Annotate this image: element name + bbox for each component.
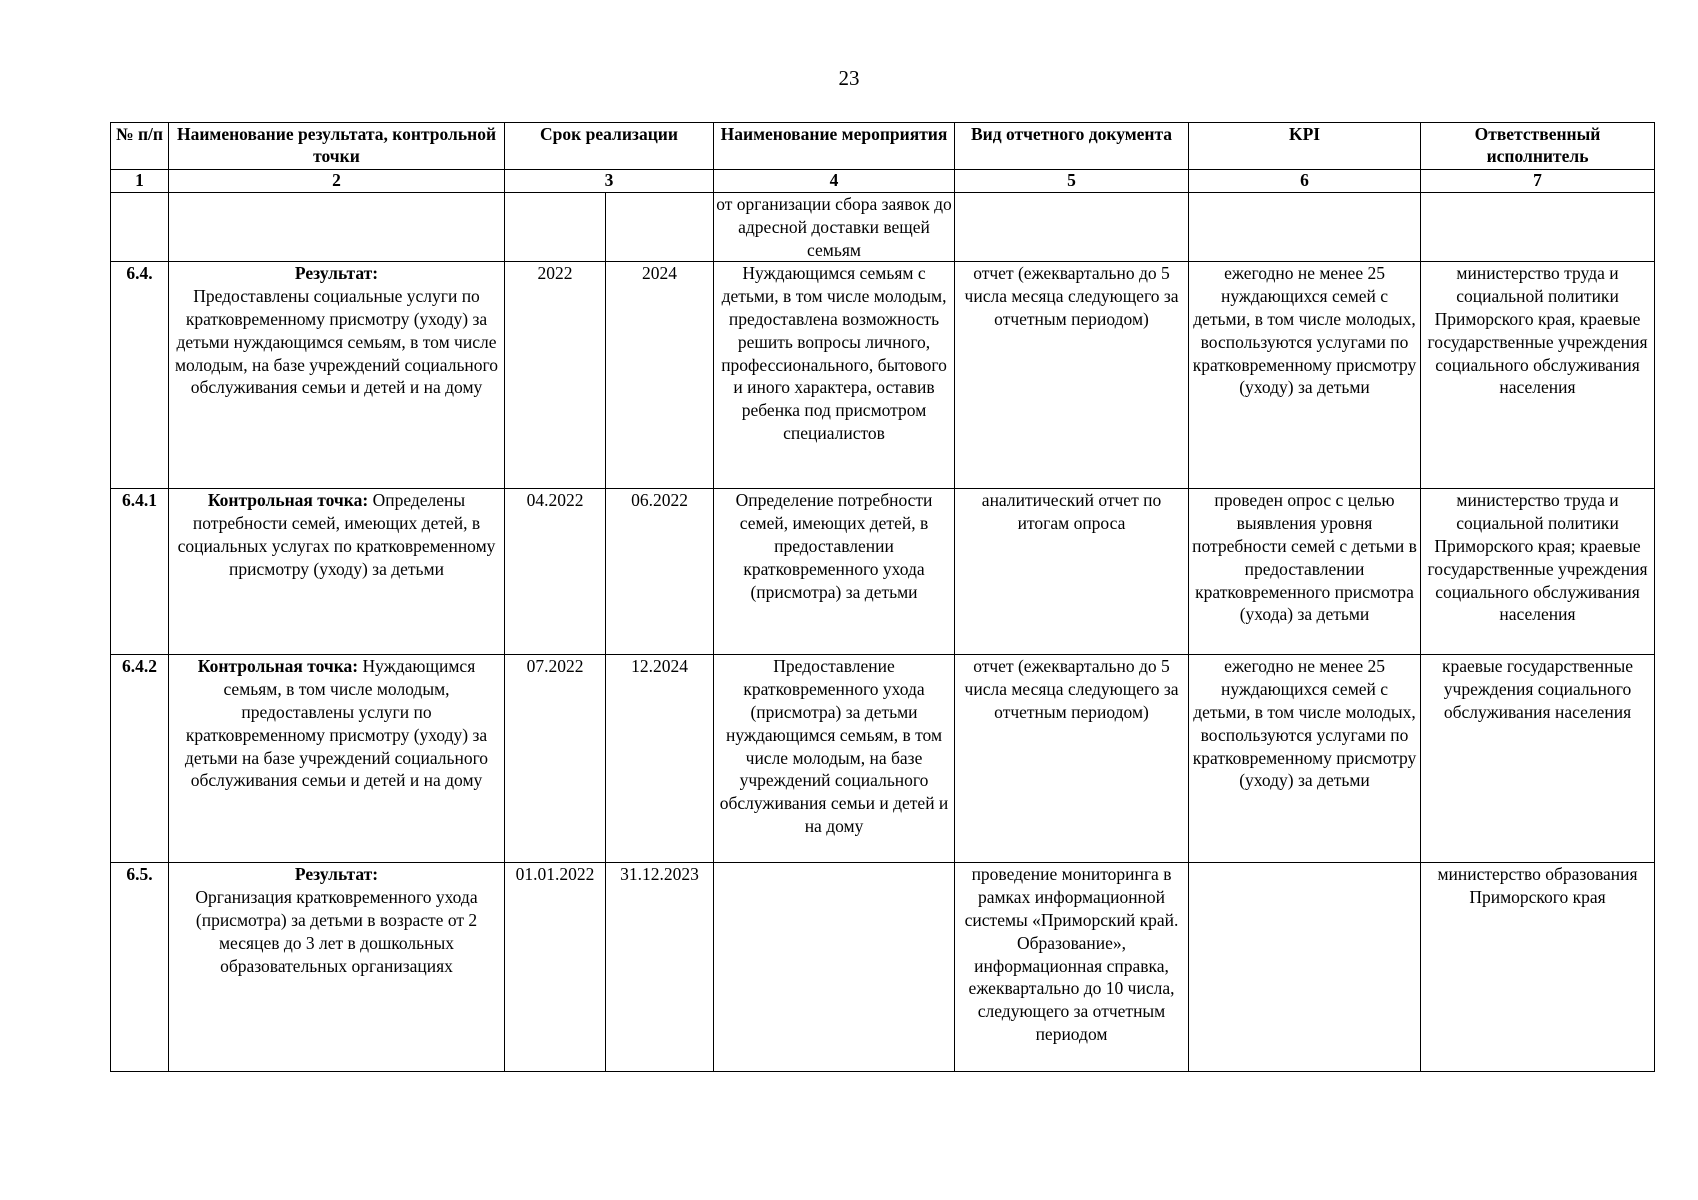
header-kpi: KPI (1189, 123, 1421, 170)
cell-doc: проведение мониторинга в рамках информационной системы «Приморский край. Образование», информационная справка, ежеквартально до 10 числа, следующего за отчетным периодом (955, 863, 1189, 1072)
header-name: Наименование результата, контрольной точки (169, 123, 505, 170)
cell-start: 01.01.2022 (505, 863, 606, 1072)
column-number: 4 (714, 170, 955, 193)
cell-name (169, 193, 505, 262)
cell-name-text: Организация кратковременного ухода (присмотра) за детьми в возрасте от 2 месяцев до 3 лет в дошкольных образовательных организациях (195, 887, 478, 976)
cell-kpi: проведен опрос с целью выявления уровня потребности семей с детьми в предоставлении кратковременного присмотра (ухода) за детьми (1189, 489, 1421, 655)
cell-kpi: ежегодно не менее 25 нуждающихся семей с детьми, в том числе молодых, воспользуются услугами по кратковременному присмотру (уходу) за детьми (1189, 655, 1421, 863)
column-number: 6 (1189, 170, 1421, 193)
cell-end: 2024 (606, 262, 714, 489)
cell-resp: министерство труда и социальной политики Приморского края, краевые государственные учреждения социального обслуживания населения (1421, 262, 1655, 489)
cell-measure: Предоставление кратковременного ухода (присмотра) за детьми нуждающимся семьям, в том числе молодым, на базе учреждений социального обслуживания семьи и детей и на дому (714, 655, 955, 863)
header-row (111, 123, 1655, 170)
cell-end (606, 193, 714, 262)
cell-doc: аналитический отчет по итогам опроса (955, 489, 1189, 655)
header-doc: Вид отчетного документа (955, 123, 1189, 170)
header-term: Срок реализации (505, 123, 714, 170)
header-resp: Ответственный исполнитель (1421, 123, 1655, 170)
cell-name (169, 262, 505, 489)
cell-end: 12.2024 (606, 655, 714, 863)
result-label: Результат: (294, 864, 379, 885)
cell-resp (1421, 193, 1655, 262)
column-number: 7 (1421, 170, 1655, 193)
cell-num: 6.4. (111, 262, 169, 489)
table-row (111, 655, 1655, 863)
cell-name (169, 863, 505, 1072)
cell-num (111, 193, 169, 262)
cell-kpi (1189, 863, 1421, 1072)
header-num: № п/п (111, 123, 169, 170)
checkpoint-label: Контрольная точка: (197, 656, 359, 677)
table-row (111, 863, 1655, 1072)
header-measure: Наименование мероприятия (714, 123, 955, 170)
column-number: 5 (955, 170, 1189, 193)
cell-doc (955, 193, 1189, 262)
cell-start: 07.2022 (505, 655, 606, 863)
cell-measure: Нуждающимся семьям с детьми, в том числе молодым, предоставлена возможность решить вопросы личного, профессионального, бытового и иного характера, оставив ребенка под присмотром специалистов (714, 262, 955, 489)
cell-num: 6.4.1 (111, 489, 169, 655)
cell-kpi (1189, 193, 1421, 262)
cell-name-text: Предоставлены социальные услуги по кратковременному присмотру (уходу) за детьми нуждающимся семьям, в том числе молодым, на базе учреждений социального обслуживания семьи и детей и на дому (174, 286, 499, 398)
page-number: 23 (838, 66, 860, 90)
cell-start: 2022 (505, 262, 606, 489)
cell-name (169, 489, 505, 655)
cell-name (169, 655, 505, 863)
cell-measure: от организации сбора заявок до адресной доставки вещей семьям (714, 193, 955, 262)
cell-num: 6.4.2 (111, 655, 169, 863)
cell-measure: Определение потребности семей, имеющих детей, в предоставлении кратковременного ухода (присмотра) за детьми (714, 489, 955, 655)
table-row (111, 489, 1655, 655)
plan-table (110, 122, 1655, 1072)
column-number-row (111, 170, 1655, 193)
cell-resp: краевые государственные учреждения социального обслуживания населения (1421, 655, 1655, 863)
column-number: 1 (111, 170, 169, 193)
column-number: 3 (505, 170, 714, 193)
cell-name-text: Нуждающимся семьям, в том числе молодым, предоставлены услуги по кратковременному присмотру (уходу) за детьми на базе учреждений социального обслуживания семьи и детей и на дому (184, 656, 489, 791)
cell-num: 6.5. (111, 863, 169, 1072)
table-row (111, 193, 1655, 262)
cell-name-text: Определены потребности семей, имеющих детей, в социальных услугах по кратковременному присмотру (уходу) за детьми (177, 490, 496, 579)
checkpoint-label: Контрольная точка: (207, 490, 369, 511)
cell-start (505, 193, 606, 262)
cell-doc: отчет (ежеквартально до 5 числа месяца следующего за отчетным периодом) (955, 262, 1189, 489)
cell-measure (714, 863, 955, 1072)
cell-kpi: ежегодно не менее 25 нуждающихся семей с детьми, в том числе молодых, воспользуются услугами по кратковременному присмотру (уходу) за детьми (1189, 262, 1421, 489)
cell-resp: министерство труда и социальной политики Приморского края; краевые государственные учреждения социального обслуживания населения (1421, 489, 1655, 655)
table-row (111, 262, 1655, 489)
cell-end: 06.2022 (606, 489, 714, 655)
cell-doc: отчет (ежеквартально до 5 числа месяца следующего за отчетным периодом) (955, 655, 1189, 863)
cell-start: 04.2022 (505, 489, 606, 655)
cell-end: 31.12.2023 (606, 863, 714, 1072)
cell-resp: министерство образования Приморского края (1421, 863, 1655, 1072)
column-number: 2 (169, 170, 505, 193)
result-label: Результат: (294, 263, 379, 284)
